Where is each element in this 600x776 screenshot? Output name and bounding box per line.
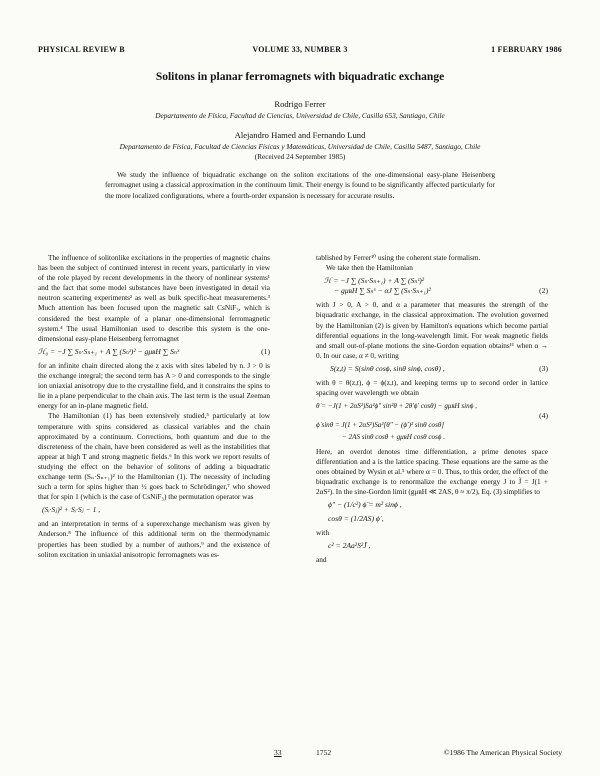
equation-text: ϕ″ − (1/c²) ϕ̈ = m² sinϕ ,: [328, 499, 402, 509]
equation-4a: [316, 401, 548, 411]
footer-page: 1752: [316, 748, 332, 757]
equation-text: (Sᵢ·Sⱼ)² + Sᵢ·Sⱼ − 1 ,: [42, 505, 101, 515]
equation-number: (2): [539, 286, 548, 296]
paper-title: Solitons in planar ferromagnets with biquadratic exchange: [155, 71, 445, 83]
equation-2: [316, 276, 548, 286]
equation-4b: [316, 420, 548, 430]
equation-2-cont: [316, 286, 548, 296]
issue-date: 1 FEBRUARY 1986: [491, 45, 562, 54]
paragraph: for an infinite chain directed along the z axis with sites labeled by n. J > 0 is the exchange integral; the second term has A > 0 and corresponds to the single ion uniaxial anisotropy due to the crystalline field, and it constrains the spins to lie in a plane perpendicular to the chain axis. The last term is the usual Zeeman energy for an in-plane magnetic field.: [38, 360, 270, 411]
equation-text: cosθ = (1/2AS) ϕ̇ ,: [328, 514, 384, 524]
left-column: [38, 253, 270, 560]
equation-7: [316, 541, 548, 551]
right-column: [316, 253, 548, 565]
paragraph: tablished by Ferrer¹⁰ using the coherent state formalism.: [316, 253, 481, 262]
abstract: We study the influence of biquadratic exchange on the soliton excitations of the one-dimensional easy-plane Heisenberg ferromagnet using a classical approximation in the continuum limit. Their energy is found to be significantly affected particularly for the more localized configurations, where a fourth-order expansion is necessary for accurate results.: [105, 170, 495, 200]
volume-issue: VOLUME 33, NUMBER 3: [252, 45, 348, 54]
paragraph: We take then the Hamiltonian: [326, 263, 413, 273]
equation-text: ℋ₀ = −J ∑ Sₙ·Sₙ₊₁ + A ∑ (Sₙᶻ)² − gμʙH ∑ Sₙˣ: [38, 346, 180, 356]
equation-permutation: [38, 505, 270, 515]
footer-volume: 33: [274, 748, 282, 757]
equation-number: (4): [539, 411, 548, 421]
equation-text: ϕ̇ sinθ = J(1 + 2αS²)Sa²[θ″ − (ϕ′)² sinθ cosθ]: [316, 421, 445, 430]
equation-text: − gμʙH ∑ Sₙˣ − αJ ∑ (Sₙ·Sₙ₊₁)²: [334, 286, 431, 296]
paragraph: with J > 0, A > 0, and α a parameter that measures the strength of the biquadratic exchange, in the classical approximation. The evolution governed by the Hamiltonian (2) is given by Hamilton's equations which become partial differential equations in the long-wavelength limit. For weak magnetic fields and small out-of-plane motions the sine-Gordon equation obtains¹¹ when α → 0. In our case, α ≠ 0, writing: [316, 300, 548, 360]
equation-text: θ̇ = −J(1 + 2αS²)Sa²ϕ″ sin²θ + 2θ′ϕ′ cosθ) − gμʙH sinϕ ,: [316, 402, 477, 411]
equation-6: [316, 514, 548, 524]
equation-text: c² = 2Aa²S²J̃ ,: [328, 541, 371, 551]
equation-text: − 2AS sinθ cosθ + gμʙH cosθ cosϕ .: [342, 433, 446, 442]
affiliation-1: Departamento de Física, Facultad de Ciencias, Universidad de Chile, Casilla 653, Santiago, Chile: [155, 111, 445, 120]
equation-5: [316, 500, 548, 510]
equation-1: [38, 347, 270, 357]
equation-3: [316, 364, 548, 374]
paragraph: The influence of solitonlike excitations in the properties of magnetic chains has been the subject of continued interest in recent years, particularly in view of the role played by recent developments in the theory of nonlinear systems¹ and the fact that some model substances have been investigated in detail via neutron scattering experiments² as well as bulk specific-heat measurements.³ Much attention has been focused upon the magnetic salt CsNiF₃, which is considered the best example of a planar one-dimensional ferromagnetic system.⁴ The usual Hamiltonian used to describe this system is the one-dimensional easy-plane Heisenberg ferromagnet: [38, 253, 270, 343]
paragraph: with θ = θ(z,t), ϕ = ϕ(z,t), and keeping terms up to second order in lattice spacing over wavelength we obtain: [316, 378, 548, 398]
paragraph: The Hamiltonian (1) has been extensively studied,⁵ particularly at low temperature with spins considered as classical variables and the chain approximated by a continuum. Corrections, both quantum and due to the discreteness of the chain, have been considered as well as the instabilities that appear at high T and strong magnetic fields.⁶ In this work we report results of studying the effect on the behavior of solitons of adding a biquadratic exchange term (Sₙ·Sₙ₊₁)² to the Hamiltonian (1). The necessity of including such a term for spins higher than ½ goes back to Schrödinger,⁷ who showed that for spin 1 (which is the case of CsNiF₃) the permutation operator was: [38, 411, 270, 502]
author-2: Alejandro Hamed and Fernando Lund: [234, 130, 366, 140]
affiliation-2: Departamento de Física, Facultad de Ciencias Físicas y Matemáticas, Universidad de Chile, Casilla 5487, Santiago, Chile: [119, 142, 481, 151]
paragraph: and an interpretation in terms of a superexchange mechanism was given by Anderson.⁸ The influence of this additional term on the thermodynamic properties has been studied by a number of authors,⁹ and the existence of soliton excitation in uniaxial anisotropic ferromagnets was es-: [38, 519, 270, 559]
author-1: Rodrigo Ferrer: [274, 99, 326, 109]
equation-4c: [316, 432, 548, 442]
footer-copyright: ©1986 The American Physical Society: [443, 748, 562, 757]
equation-number: (3): [539, 363, 548, 373]
equation-text: ℋ = −J ∑ (Sₙ·Sₙ₊₁) + A ∑ (Sₙᶻ)²: [324, 276, 425, 286]
journal-name: PHYSICAL REVIEW B: [38, 45, 125, 54]
paragraph: and: [316, 555, 327, 565]
paragraph: Here, an overdot denotes time differentiation, a prime denotes space differentiation and a is the lattice spacing. These equations are the same as the ones obtained by Wysin et al.⁵ where α = 0. Thus, to this order, the effect of the biquadratic exchange is to renormalize the exchange energy J to J̃ = J(1 + 2αS²). In the sine-Gordon limit (gμʙH ≪ 2AS, θ ≈ π/2), Eq. (3) simplifies to: [316, 446, 548, 496]
received-date: (Received 24 September 1985): [254, 152, 346, 161]
equation-4-number: [316, 411, 548, 420]
equation-number: (1): [261, 346, 270, 356]
equation-text: S(z,t) = S(sinθ cosϕ, sinθ sinϕ, cosθ) ,: [330, 363, 445, 373]
paragraph: with: [316, 528, 329, 538]
